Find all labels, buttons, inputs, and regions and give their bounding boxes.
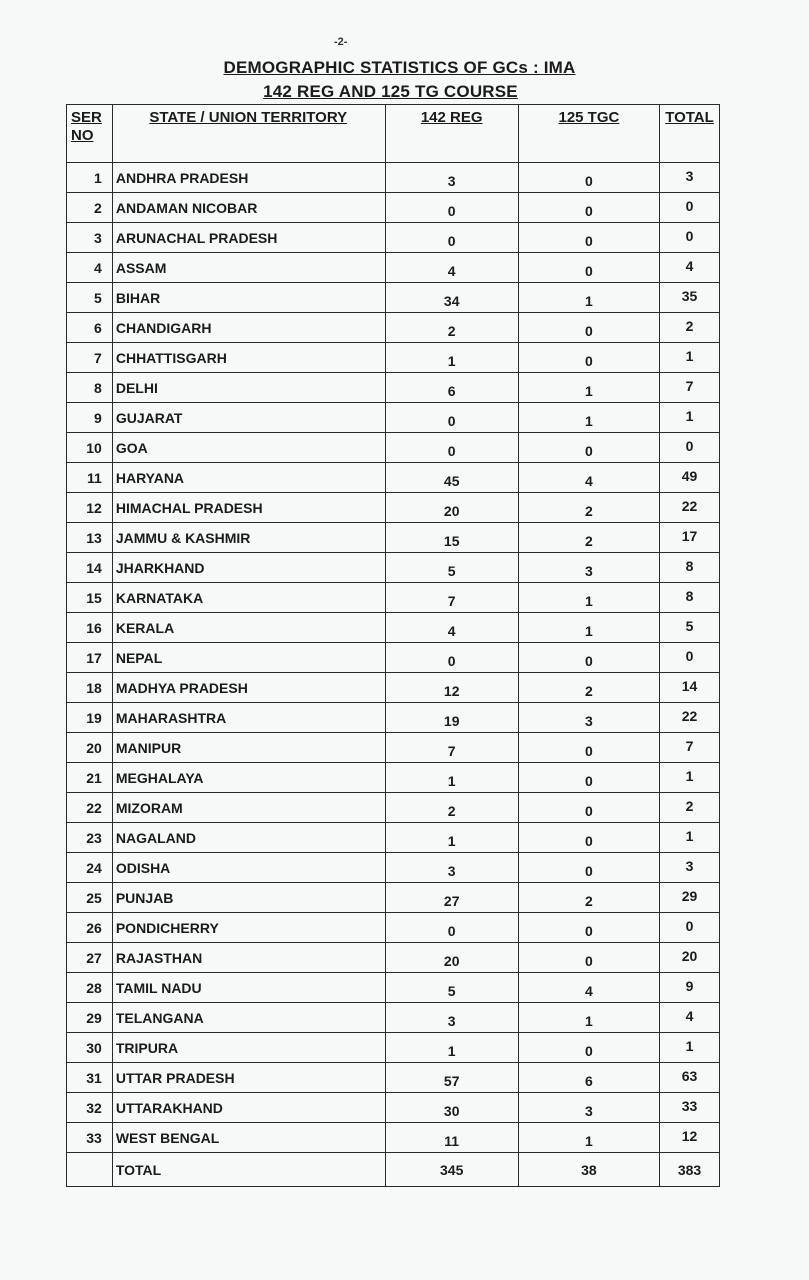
cell-state: HARYANA: [112, 463, 385, 493]
page-number-mark: -2-: [334, 36, 348, 48]
cell-total: 0: [660, 433, 720, 463]
cell-ser-no: 22: [67, 793, 113, 823]
cell-142-reg: 1: [385, 343, 518, 373]
cell-ser-no: 21: [67, 763, 113, 793]
cell-total: 1: [660, 763, 720, 793]
cell-142-reg: 15: [385, 523, 518, 553]
cell-ser-no: 1: [67, 163, 113, 193]
cell-125-tgc: 0: [518, 1033, 659, 1063]
cell-125-tgc: 1: [518, 373, 659, 403]
cell-ser-no: 33: [67, 1123, 113, 1153]
cell-state: TELANGANA: [112, 1003, 385, 1033]
cell-142-reg: 12: [385, 673, 518, 703]
cell-state: KERALA: [112, 613, 385, 643]
cell-ser-no: 13: [67, 523, 113, 553]
cell-state: DELHI: [112, 373, 385, 403]
cell-125-tgc: 0: [518, 913, 659, 943]
total-125-tgc: 38: [518, 1153, 659, 1187]
cell-total: 1: [660, 403, 720, 433]
cell-ser-no: 5: [67, 283, 113, 313]
cell-state: PONDICHERRY: [112, 913, 385, 943]
cell-125-tgc: 2: [518, 493, 659, 523]
cell-125-tgc: 0: [518, 733, 659, 763]
cell-state: MIZORAM: [112, 793, 385, 823]
total-ser-cell: [67, 1153, 113, 1187]
cell-ser-no: 9: [67, 403, 113, 433]
table-row: [67, 163, 720, 193]
header-ser-no: [67, 105, 113, 163]
cell-125-tgc: 1: [518, 1123, 659, 1153]
cell-state: WEST BENGAL: [112, 1123, 385, 1153]
cell-125-tgc: 0: [518, 853, 659, 883]
cell-142-reg: 0: [385, 193, 518, 223]
header-row: [67, 105, 720, 163]
cell-125-tgc: 0: [518, 193, 659, 223]
cell-ser-no: 17: [67, 643, 113, 673]
cell-ser-no: 23: [67, 823, 113, 853]
cell-125-tgc: 0: [518, 163, 659, 193]
table-row: [67, 493, 720, 523]
cell-125-tgc: 1: [518, 283, 659, 313]
cell-state: ANDAMAN NICOBAR: [112, 193, 385, 223]
cell-142-reg: 0: [385, 643, 518, 673]
table-row: [67, 973, 720, 1003]
cell-total: 2: [660, 313, 720, 343]
cell-142-reg: 19: [385, 703, 518, 733]
cell-total: 0: [660, 913, 720, 943]
cell-142-reg: 0: [385, 403, 518, 433]
cell-142-reg: 1: [385, 763, 518, 793]
cell-ser-no: 20: [67, 733, 113, 763]
header-ser-line1: SER: [71, 109, 102, 126]
table-row: [67, 433, 720, 463]
cell-142-reg: 6: [385, 373, 518, 403]
cell-125-tgc: 0: [518, 943, 659, 973]
cell-total: 29: [660, 883, 720, 913]
cell-total: 22: [660, 493, 720, 523]
cell-125-tgc: 0: [518, 433, 659, 463]
cell-state: JAMMU & KASHMIR: [112, 523, 385, 553]
table-row: [67, 613, 720, 643]
cell-125-tgc: 3: [518, 553, 659, 583]
cell-state: UTTAR PRADESH: [112, 1063, 385, 1093]
cell-total: 2: [660, 793, 720, 823]
header-125-tgc: 125 TGC: [518, 105, 659, 163]
cell-125-tgc: 2: [518, 523, 659, 553]
cell-total: 0: [660, 193, 720, 223]
cell-state: MEGHALAYA: [112, 763, 385, 793]
cell-142-reg: 4: [385, 613, 518, 643]
cell-125-tgc: 0: [518, 643, 659, 673]
cell-142-reg: 5: [385, 553, 518, 583]
cell-ser-no: 11: [67, 463, 113, 493]
cell-142-reg: 2: [385, 793, 518, 823]
cell-125-tgc: 1: [518, 613, 659, 643]
table-row: [67, 883, 720, 913]
cell-125-tgc: 0: [518, 343, 659, 373]
cell-total: 8: [660, 553, 720, 583]
cell-ser-no: 27: [67, 943, 113, 973]
table-row: [67, 1123, 720, 1153]
cell-state: HIMACHAL PRADESH: [112, 493, 385, 523]
cell-total: 0: [660, 643, 720, 673]
cell-total: 35: [660, 283, 720, 313]
cell-total: 49: [660, 463, 720, 493]
cell-ser-no: 7: [67, 343, 113, 373]
document-title: [0, 58, 809, 102]
cell-state: JHARKHAND: [112, 553, 385, 583]
cell-ser-no: 18: [67, 673, 113, 703]
title-line-1: DEMOGRAPHIC STATISTICS OF GCs : IMA: [223, 58, 576, 77]
cell-state: RAJASTHAN: [112, 943, 385, 973]
cell-ser-no: 10: [67, 433, 113, 463]
cell-125-tgc: 0: [518, 223, 659, 253]
cell-125-tgc: 1: [518, 1003, 659, 1033]
cell-142-reg: 57: [385, 1063, 518, 1093]
cell-state: UTTARAKHAND: [112, 1093, 385, 1123]
cell-state: NEPAL: [112, 643, 385, 673]
header-total: TOTAL: [660, 105, 720, 163]
cell-state: CHHATTISGARH: [112, 343, 385, 373]
cell-total: 8: [660, 583, 720, 613]
cell-142-reg: 27: [385, 883, 518, 913]
cell-total: 33: [660, 1093, 720, 1123]
cell-total: 7: [660, 733, 720, 763]
table-row: [67, 223, 720, 253]
cell-total: 20: [660, 943, 720, 973]
title-line-2: 142 REG AND 125 TG COURSE: [263, 82, 518, 101]
cell-ser-no: 24: [67, 853, 113, 883]
table-row: [67, 373, 720, 403]
cell-state: TRIPURA: [112, 1033, 385, 1063]
cell-142-reg: 11: [385, 1123, 518, 1153]
table-row: [67, 253, 720, 283]
cell-125-tgc: 0: [518, 823, 659, 853]
cell-state: TAMIL NADU: [112, 973, 385, 1003]
cell-ser-no: 28: [67, 973, 113, 1003]
cell-125-tgc: 1: [518, 403, 659, 433]
cell-ser-no: 14: [67, 553, 113, 583]
cell-state: CHANDIGARH: [112, 313, 385, 343]
cell-total: 5: [660, 613, 720, 643]
table-footer: [67, 1153, 720, 1187]
cell-total: 14: [660, 673, 720, 703]
cell-142-reg: 1: [385, 1033, 518, 1063]
cell-state: ARUNACHAL PRADESH: [112, 223, 385, 253]
statistics-table: [66, 104, 720, 1187]
table-row: [67, 553, 720, 583]
cell-state: GUJARAT: [112, 403, 385, 433]
header-142-reg: 142 REG: [385, 105, 518, 163]
cell-125-tgc: 0: [518, 253, 659, 283]
cell-total: 22: [660, 703, 720, 733]
header-ser-line2: NO: [71, 127, 94, 144]
cell-142-reg: 20: [385, 943, 518, 973]
cell-ser-no: 6: [67, 313, 113, 343]
cell-ser-no: 4: [67, 253, 113, 283]
cell-ser-no: 2: [67, 193, 113, 223]
table-row: [67, 1093, 720, 1123]
cell-state: MAHARASHTRA: [112, 703, 385, 733]
total-row: [67, 1153, 720, 1187]
cell-125-tgc: 0: [518, 763, 659, 793]
cell-ser-no: 29: [67, 1003, 113, 1033]
table-row: [67, 823, 720, 853]
total-142-reg: 345: [385, 1153, 518, 1187]
cell-142-reg: 3: [385, 163, 518, 193]
cell-142-reg: 2: [385, 313, 518, 343]
cell-142-reg: 4: [385, 253, 518, 283]
table-header: [67, 105, 720, 163]
cell-ser-no: 25: [67, 883, 113, 913]
table-row: [67, 943, 720, 973]
table-row: [67, 673, 720, 703]
cell-142-reg: 20: [385, 493, 518, 523]
cell-total: 4: [660, 253, 720, 283]
cell-125-tgc: 0: [518, 793, 659, 823]
cell-125-tgc: 4: [518, 463, 659, 493]
cell-142-reg: 1: [385, 823, 518, 853]
cell-total: 17: [660, 523, 720, 553]
table-row: [67, 313, 720, 343]
cell-total: 1: [660, 343, 720, 373]
table-row: [67, 733, 720, 763]
table-row: [67, 283, 720, 313]
table-row: [67, 1003, 720, 1033]
cell-ser-no: 15: [67, 583, 113, 613]
cell-ser-no: 32: [67, 1093, 113, 1123]
cell-state: GOA: [112, 433, 385, 463]
cell-ser-no: 19: [67, 703, 113, 733]
cell-125-tgc: 3: [518, 1093, 659, 1123]
total-grand: 383: [660, 1153, 720, 1187]
cell-state: KARNATAKA: [112, 583, 385, 613]
table-body: [67, 163, 720, 1153]
table-row: [67, 1033, 720, 1063]
cell-125-tgc: 2: [518, 673, 659, 703]
cell-ser-no: 12: [67, 493, 113, 523]
cell-142-reg: 3: [385, 1003, 518, 1033]
table-row: [67, 703, 720, 733]
cell-total: 1: [660, 823, 720, 853]
cell-ser-no: 30: [67, 1033, 113, 1063]
cell-state: NAGALAND: [112, 823, 385, 853]
cell-125-tgc: 1: [518, 583, 659, 613]
cell-total: 12: [660, 1123, 720, 1153]
cell-142-reg: 5: [385, 973, 518, 1003]
cell-ser-no: 8: [67, 373, 113, 403]
cell-state: ODISHA: [112, 853, 385, 883]
cell-state: MANIPUR: [112, 733, 385, 763]
table-row: [67, 763, 720, 793]
cell-total: 7: [660, 373, 720, 403]
table-row: [67, 853, 720, 883]
table-row: [67, 463, 720, 493]
cell-142-reg: 0: [385, 433, 518, 463]
total-label: TOTAL: [112, 1153, 385, 1187]
cell-142-reg: 0: [385, 223, 518, 253]
cell-ser-no: 16: [67, 613, 113, 643]
cell-142-reg: 30: [385, 1093, 518, 1123]
table-row: [67, 1063, 720, 1093]
cell-total: 63: [660, 1063, 720, 1093]
table-row: [67, 523, 720, 553]
cell-state: ANDHRA PRADESH: [112, 163, 385, 193]
cell-125-tgc: 4: [518, 973, 659, 1003]
table-row: [67, 193, 720, 223]
cell-125-tgc: 3: [518, 703, 659, 733]
cell-total: 9: [660, 973, 720, 1003]
cell-142-reg: 7: [385, 583, 518, 613]
cell-125-tgc: 0: [518, 313, 659, 343]
cell-total: 1: [660, 1033, 720, 1063]
cell-142-reg: 3: [385, 853, 518, 883]
cell-142-reg: 34: [385, 283, 518, 313]
table-row: [67, 913, 720, 943]
table-row: [67, 403, 720, 433]
cell-ser-no: 26: [67, 913, 113, 943]
cell-total: 0: [660, 223, 720, 253]
cell-state: PUNJAB: [112, 883, 385, 913]
table-row: [67, 793, 720, 823]
cell-state: MADHYA PRADESH: [112, 673, 385, 703]
table-row: [67, 343, 720, 373]
header-state: STATE / UNION TERRITORY: [112, 105, 385, 163]
cell-ser-no: 3: [67, 223, 113, 253]
cell-total: 3: [660, 853, 720, 883]
cell-total: 3: [660, 163, 720, 193]
cell-state: ASSAM: [112, 253, 385, 283]
cell-state: BIHAR: [112, 283, 385, 313]
cell-142-reg: 0: [385, 913, 518, 943]
table-row: [67, 583, 720, 613]
cell-ser-no: 31: [67, 1063, 113, 1093]
cell-142-reg: 7: [385, 733, 518, 763]
cell-142-reg: 45: [385, 463, 518, 493]
cell-125-tgc: 6: [518, 1063, 659, 1093]
table-row: [67, 643, 720, 673]
cell-total: 4: [660, 1003, 720, 1033]
cell-125-tgc: 2: [518, 883, 659, 913]
